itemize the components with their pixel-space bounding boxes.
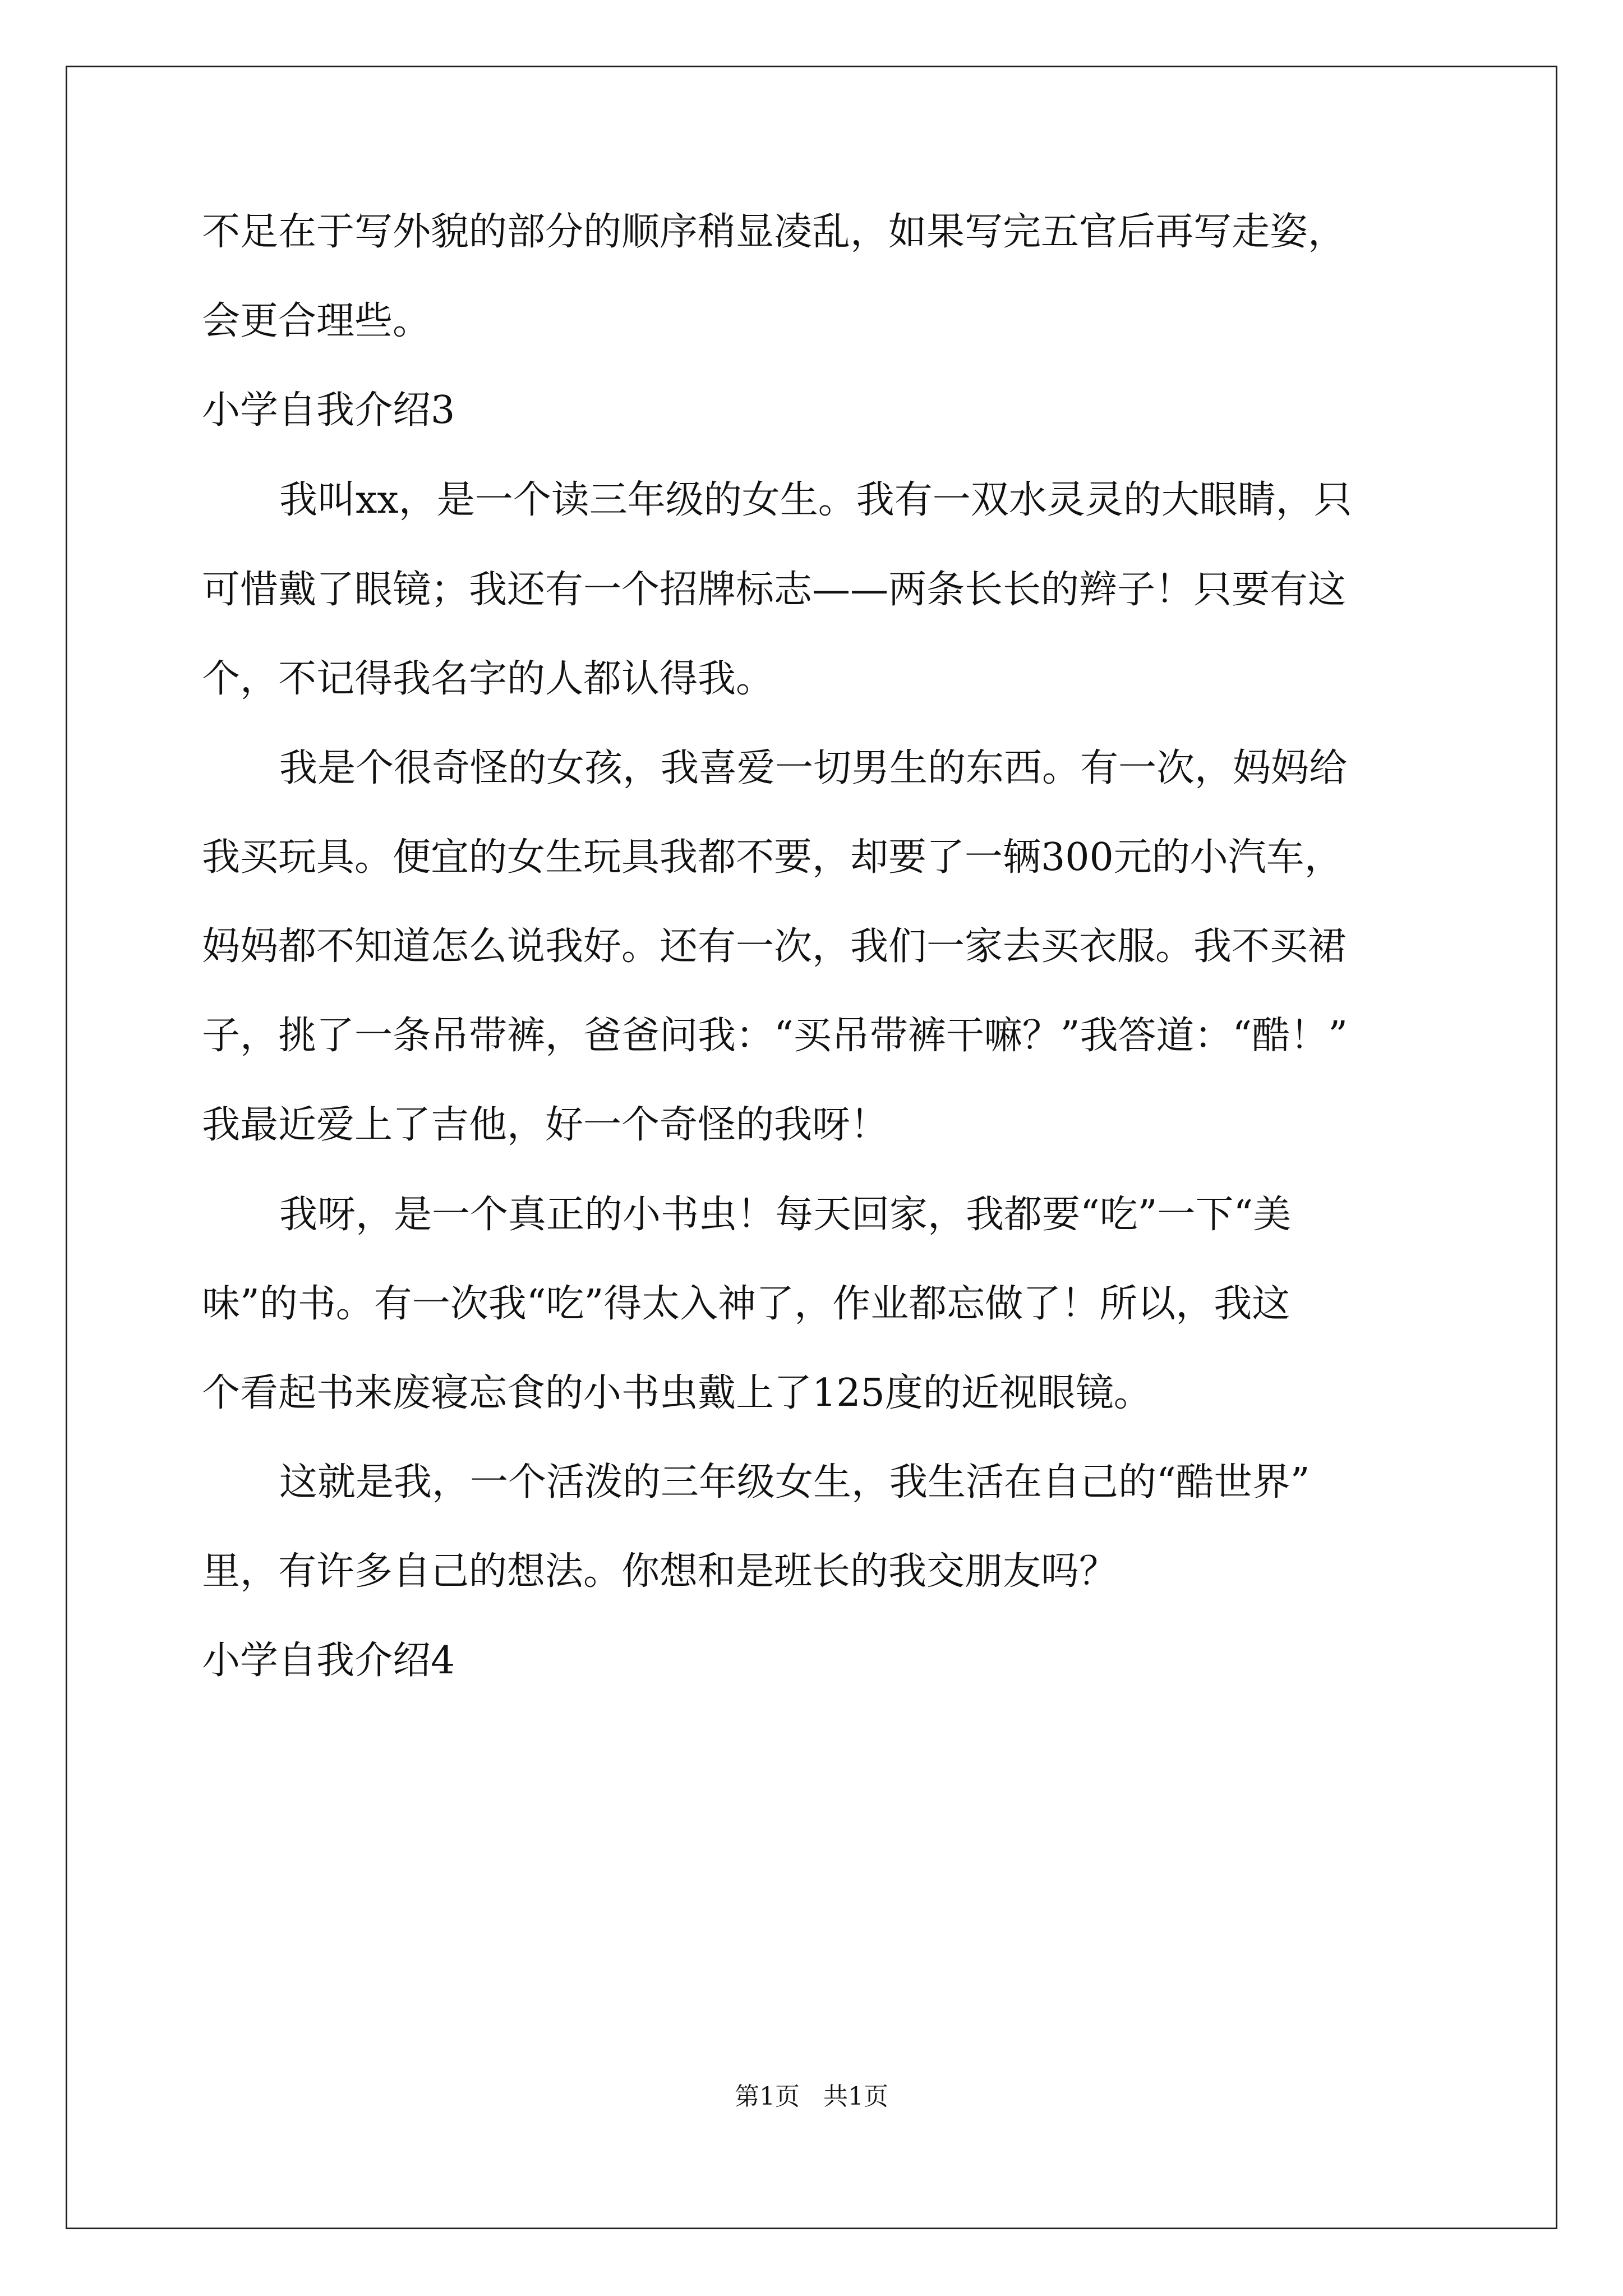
- paragraph-line: 个，不记得我名字的人都认得我。: [202, 657, 774, 701]
- paragraph-line: 这就是我，一个活泼的三年级女生，我生活在自己的“酷世界”: [279, 1460, 1310, 1504]
- paragraph-line: 会更合理些。: [202, 299, 431, 343]
- paragraph-line: 里，有许多自己的想法。你想和是班长的我交朋友吗？: [202, 1549, 1118, 1594]
- paragraph-line: 味”的书。有一次我“吃”得太入神了，作业都忘做了！所以，我这: [202, 1282, 1290, 1326]
- paragraph-line: 不足在于写外貌的部分的顺序稍显凌乱，如果写完五官后再写走姿，: [202, 210, 1347, 254]
- paragraph-line: 可惜戴了眼镜；我还有一个招牌标志——两条长长的辫子！只要有这: [202, 568, 1347, 612]
- paragraph-line: 我最近爱上了吉他，好一个奇怪的我呀！: [202, 1103, 889, 1147]
- paragraph-line: 我呀，是一个真正的小书虫！每天回家，我都要“吃”一下“美: [279, 1193, 1292, 1237]
- paragraph-line: 我叫xx，是一个读三年级的女生。我有一双水灵灵的大眼睛，只: [279, 478, 1352, 522]
- paragraph-line: 子，挑了一条吊带裤，爸爸问我：“买吊带裤干嘛？”我答道：“酷！”: [202, 1014, 1348, 1058]
- paragraph-line: 我是个很奇怪的女孩，我喜爱一切男生的东西。有一次，妈妈给: [279, 746, 1348, 790]
- section-heading: 小学自我介绍3: [202, 388, 455, 432]
- paragraph-line: 妈妈都不知道怎么说我好。还有一次，我们一家去买衣服。我不买裙: [202, 924, 1347, 969]
- paragraph-line: 个看起书来废寝忘食的小书虫戴上了125度的近视眼镜。: [202, 1371, 1152, 1415]
- page-footer: 第1页 共1页: [735, 2082, 888, 2111]
- section-heading: 小学自我介绍4: [202, 1639, 455, 1683]
- paragraph-line: 我买玩具。便宜的女生玩具我都不要，却要了一辆300元的小汽车，: [202, 835, 1343, 880]
